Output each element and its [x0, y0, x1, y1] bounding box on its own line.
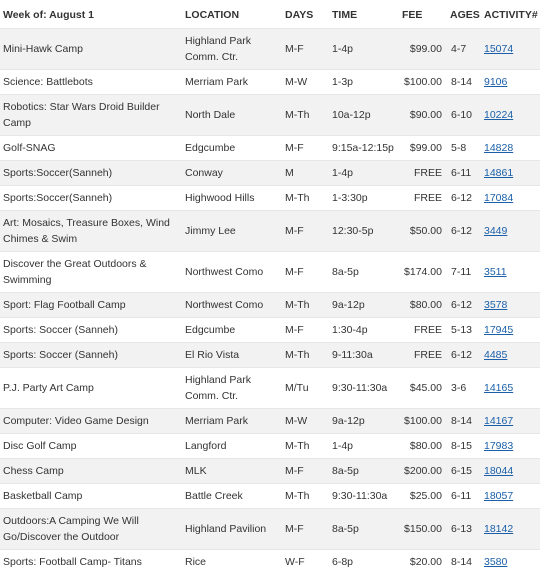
activity-name: Art: Mosaics, Treasure Boxes, Wind Chimes & Swim: [0, 211, 183, 252]
fee-cell: $50.00: [398, 211, 448, 252]
activity-number-cell: [482, 211, 540, 252]
fee-cell: $45.00: [398, 368, 448, 409]
table-row: [0, 293, 540, 318]
location-cell: Highwood Hills: [183, 186, 283, 211]
days-cell: M-F: [283, 252, 330, 293]
time-cell: 1:30-4p: [330, 318, 398, 343]
header-days: DAYS: [283, 0, 330, 29]
fee-cell: $80.00: [398, 434, 448, 459]
ages-cell: 6-12: [448, 186, 482, 211]
time-cell: 1-4p: [330, 434, 398, 459]
header-time: TIME: [330, 0, 398, 29]
table-row: [0, 186, 540, 211]
fee-cell: FREE: [398, 318, 448, 343]
fee-cell: $90.00: [398, 95, 448, 136]
activity-number-cell: [482, 161, 540, 186]
ages-cell: 5-8: [448, 136, 482, 161]
activity-number-cell: [482, 509, 540, 550]
activity-number-link[interactable]: 14828: [484, 142, 513, 154]
time-cell: 9a-12p: [330, 409, 398, 434]
fee-cell: FREE: [398, 161, 448, 186]
time-cell: 1-4p: [330, 29, 398, 70]
table-row: [0, 459, 540, 484]
header-fee: FEE: [398, 0, 448, 29]
ages-cell: 3-6: [448, 368, 482, 409]
location-cell: El Rio Vista: [183, 343, 283, 368]
ages-cell: 6-10: [448, 95, 482, 136]
activity-name: Science: Battlebots: [0, 70, 183, 95]
table-row: [0, 95, 540, 136]
table-row: [0, 161, 540, 186]
ages-cell: 8-14: [448, 70, 482, 95]
table-row: [0, 211, 540, 252]
days-cell: M-W: [283, 409, 330, 434]
header-activity: ACTIVITY#: [482, 0, 540, 29]
location-cell: Conway: [183, 161, 283, 186]
time-cell: 8a-5p: [330, 252, 398, 293]
activity-number-link[interactable]: 9106: [484, 76, 507, 88]
activity-number-cell: [482, 29, 540, 70]
time-cell: 1-3p: [330, 70, 398, 95]
fee-cell: FREE: [398, 343, 448, 368]
activity-number-cell: [482, 368, 540, 409]
location-cell: Edgcumbe: [183, 318, 283, 343]
activity-number-link[interactable]: 3580: [484, 556, 507, 568]
activity-name: Sport: Flag Football Camp: [0, 293, 183, 318]
fee-cell: $150.00: [398, 509, 448, 550]
activity-number-cell: [482, 293, 540, 318]
activity-name: Computer: Video Game Design: [0, 409, 183, 434]
days-cell: M-Th: [283, 95, 330, 136]
ages-cell: 6-13: [448, 509, 482, 550]
activity-number-link[interactable]: 17983: [484, 440, 513, 452]
days-cell: M-Th: [283, 434, 330, 459]
fee-cell: $99.00: [398, 29, 448, 70]
time-cell: 9-11:30a: [330, 343, 398, 368]
activity-number-link[interactable]: 18044: [484, 465, 513, 477]
ages-cell: 6-12: [448, 343, 482, 368]
ages-cell: 6-11: [448, 161, 482, 186]
table-row: [0, 550, 540, 574]
header-row: [0, 0, 540, 29]
days-cell: M/Tu: [283, 368, 330, 409]
location-cell: Northwest Como: [183, 293, 283, 318]
table-row: [0, 484, 540, 509]
location-cell: Highland Park Comm. Ctr.: [183, 29, 283, 70]
location-cell: North Dale: [183, 95, 283, 136]
activity-name: Disc Golf Camp: [0, 434, 183, 459]
ages-cell: 6-12: [448, 293, 482, 318]
location-cell: Battle Creek: [183, 484, 283, 509]
activity-number-cell: [482, 434, 540, 459]
days-cell: M-Th: [283, 186, 330, 211]
location-cell: Merriam Park: [183, 409, 283, 434]
time-cell: 9:30-11:30a: [330, 484, 398, 509]
location-cell: Rice: [183, 550, 283, 574]
activity-number-cell: [482, 136, 540, 161]
activity-number-link[interactable]: 14167: [484, 415, 513, 427]
days-cell: W-F: [283, 550, 330, 574]
days-cell: M-F: [283, 318, 330, 343]
location-cell: Highland Pavilion: [183, 509, 283, 550]
days-cell: M-F: [283, 211, 330, 252]
activity-number-link[interactable]: 15074: [484, 43, 513, 55]
location-cell: Edgcumbe: [183, 136, 283, 161]
activity-number-cell: [482, 409, 540, 434]
time-cell: 10a-12p: [330, 95, 398, 136]
table-row: [0, 509, 540, 550]
ages-cell: 5-13: [448, 318, 482, 343]
activity-number-link[interactable]: 17084: [484, 192, 513, 204]
time-cell: 1-3:30p: [330, 186, 398, 211]
fee-cell: $80.00: [398, 293, 448, 318]
location-cell: Highland Park Comm. Ctr.: [183, 368, 283, 409]
days-cell: M-W: [283, 70, 330, 95]
activity-number-cell: [482, 484, 540, 509]
days-cell: M-F: [283, 459, 330, 484]
activity-name: Sports: Soccer (Sanneh): [0, 343, 183, 368]
activity-number-link[interactable]: 14861: [484, 167, 513, 179]
ages-cell: 8-15: [448, 434, 482, 459]
days-cell: M: [283, 161, 330, 186]
ages-cell: 6-12: [448, 211, 482, 252]
days-cell: M-F: [283, 29, 330, 70]
activity-name: Chess Camp: [0, 459, 183, 484]
activity-number-link[interactable]: 17945: [484, 324, 513, 336]
time-cell: 8a-5p: [330, 509, 398, 550]
location-cell: MLK: [183, 459, 283, 484]
table-row: [0, 368, 540, 409]
header-location: LOCATION: [183, 0, 283, 29]
ages-cell: 8-14: [448, 550, 482, 574]
table-row: [0, 136, 540, 161]
days-cell: M-Th: [283, 484, 330, 509]
ages-cell: 6-11: [448, 484, 482, 509]
activity-number-cell: [482, 95, 540, 136]
activity-number-link[interactable]: 18142: [484, 523, 513, 535]
activity-name: Mini-Hawk Camp: [0, 29, 183, 70]
fee-cell: $25.00: [398, 484, 448, 509]
header-ages: AGES: [448, 0, 482, 29]
activity-number-cell: [482, 186, 540, 211]
fee-cell: $200.00: [398, 459, 448, 484]
fee-cell: $100.00: [398, 409, 448, 434]
days-cell: M-F: [283, 136, 330, 161]
fee-cell: $174.00: [398, 252, 448, 293]
table-row: [0, 70, 540, 95]
time-cell: 12:30-5p: [330, 211, 398, 252]
ages-cell: 8-14: [448, 409, 482, 434]
activity-name: Golf-SNAG: [0, 136, 183, 161]
activity-number-cell: [482, 318, 540, 343]
time-cell: 6-8p: [330, 550, 398, 574]
time-cell: 8a-5p: [330, 459, 398, 484]
time-cell: 9:15a-12:15p: [330, 136, 398, 161]
activity-name: P.J. Party Art Camp: [0, 368, 183, 409]
ages-cell: 7-11: [448, 252, 482, 293]
activity-number-link[interactable]: 4485: [484, 349, 507, 361]
location-cell: Northwest Como: [183, 252, 283, 293]
activity-name: Basketball Camp: [0, 484, 183, 509]
activity-number-link[interactable]: 10224: [484, 109, 513, 121]
fee-cell: $20.00: [398, 550, 448, 574]
activity-number-cell: [482, 70, 540, 95]
time-cell: 9a-12p: [330, 293, 398, 318]
activity-name: Outdoors:A Camping We Will Go/Discover the Outdoor: [0, 509, 183, 550]
fee-cell: $99.00: [398, 136, 448, 161]
days-cell: M-Th: [283, 343, 330, 368]
days-cell: M-F: [283, 509, 330, 550]
activity-name: Sports: Football Camp- Titans: [0, 550, 183, 574]
activity-number-cell: [482, 550, 540, 574]
activity-number-link[interactable]: 3449: [484, 225, 507, 237]
activity-number-link[interactable]: 18057: [484, 490, 513, 502]
activity-name: Sports: Soccer (Sanneh): [0, 318, 183, 343]
table-row: [0, 343, 540, 368]
activity-number-link[interactable]: 3511: [484, 266, 507, 278]
activity-number-cell: [482, 459, 540, 484]
activity-name: Sports:Soccer(Sanneh): [0, 161, 183, 186]
table-row: [0, 434, 540, 459]
activity-number-link[interactable]: 14165: [484, 382, 513, 394]
activity-number-link[interactable]: 3578: [484, 299, 507, 311]
fee-cell: $100.00: [398, 70, 448, 95]
location-cell: Merriam Park: [183, 70, 283, 95]
activity-name: Discover the Great Outdoors & Swimming: [0, 252, 183, 293]
fee-cell: FREE: [398, 186, 448, 211]
location-cell: Jimmy Lee: [183, 211, 283, 252]
days-cell: M-Th: [283, 293, 330, 318]
table-row: [0, 252, 540, 293]
table-row: [0, 409, 540, 434]
header-week: Week of: August 1: [0, 0, 183, 29]
activity-number-cell: [482, 343, 540, 368]
activity-name: Sports:Soccer(Sanneh): [0, 186, 183, 211]
table-row: [0, 318, 540, 343]
ages-cell: 4-7: [448, 29, 482, 70]
time-cell: 1-4p: [330, 161, 398, 186]
activity-number-cell: [482, 252, 540, 293]
table-row: [0, 29, 540, 70]
activity-name: Robotics: Star Wars Droid Builder Camp: [0, 95, 183, 136]
ages-cell: 6-15: [448, 459, 482, 484]
location-cell: Langford: [183, 434, 283, 459]
time-cell: 9:30-11:30a: [330, 368, 398, 409]
